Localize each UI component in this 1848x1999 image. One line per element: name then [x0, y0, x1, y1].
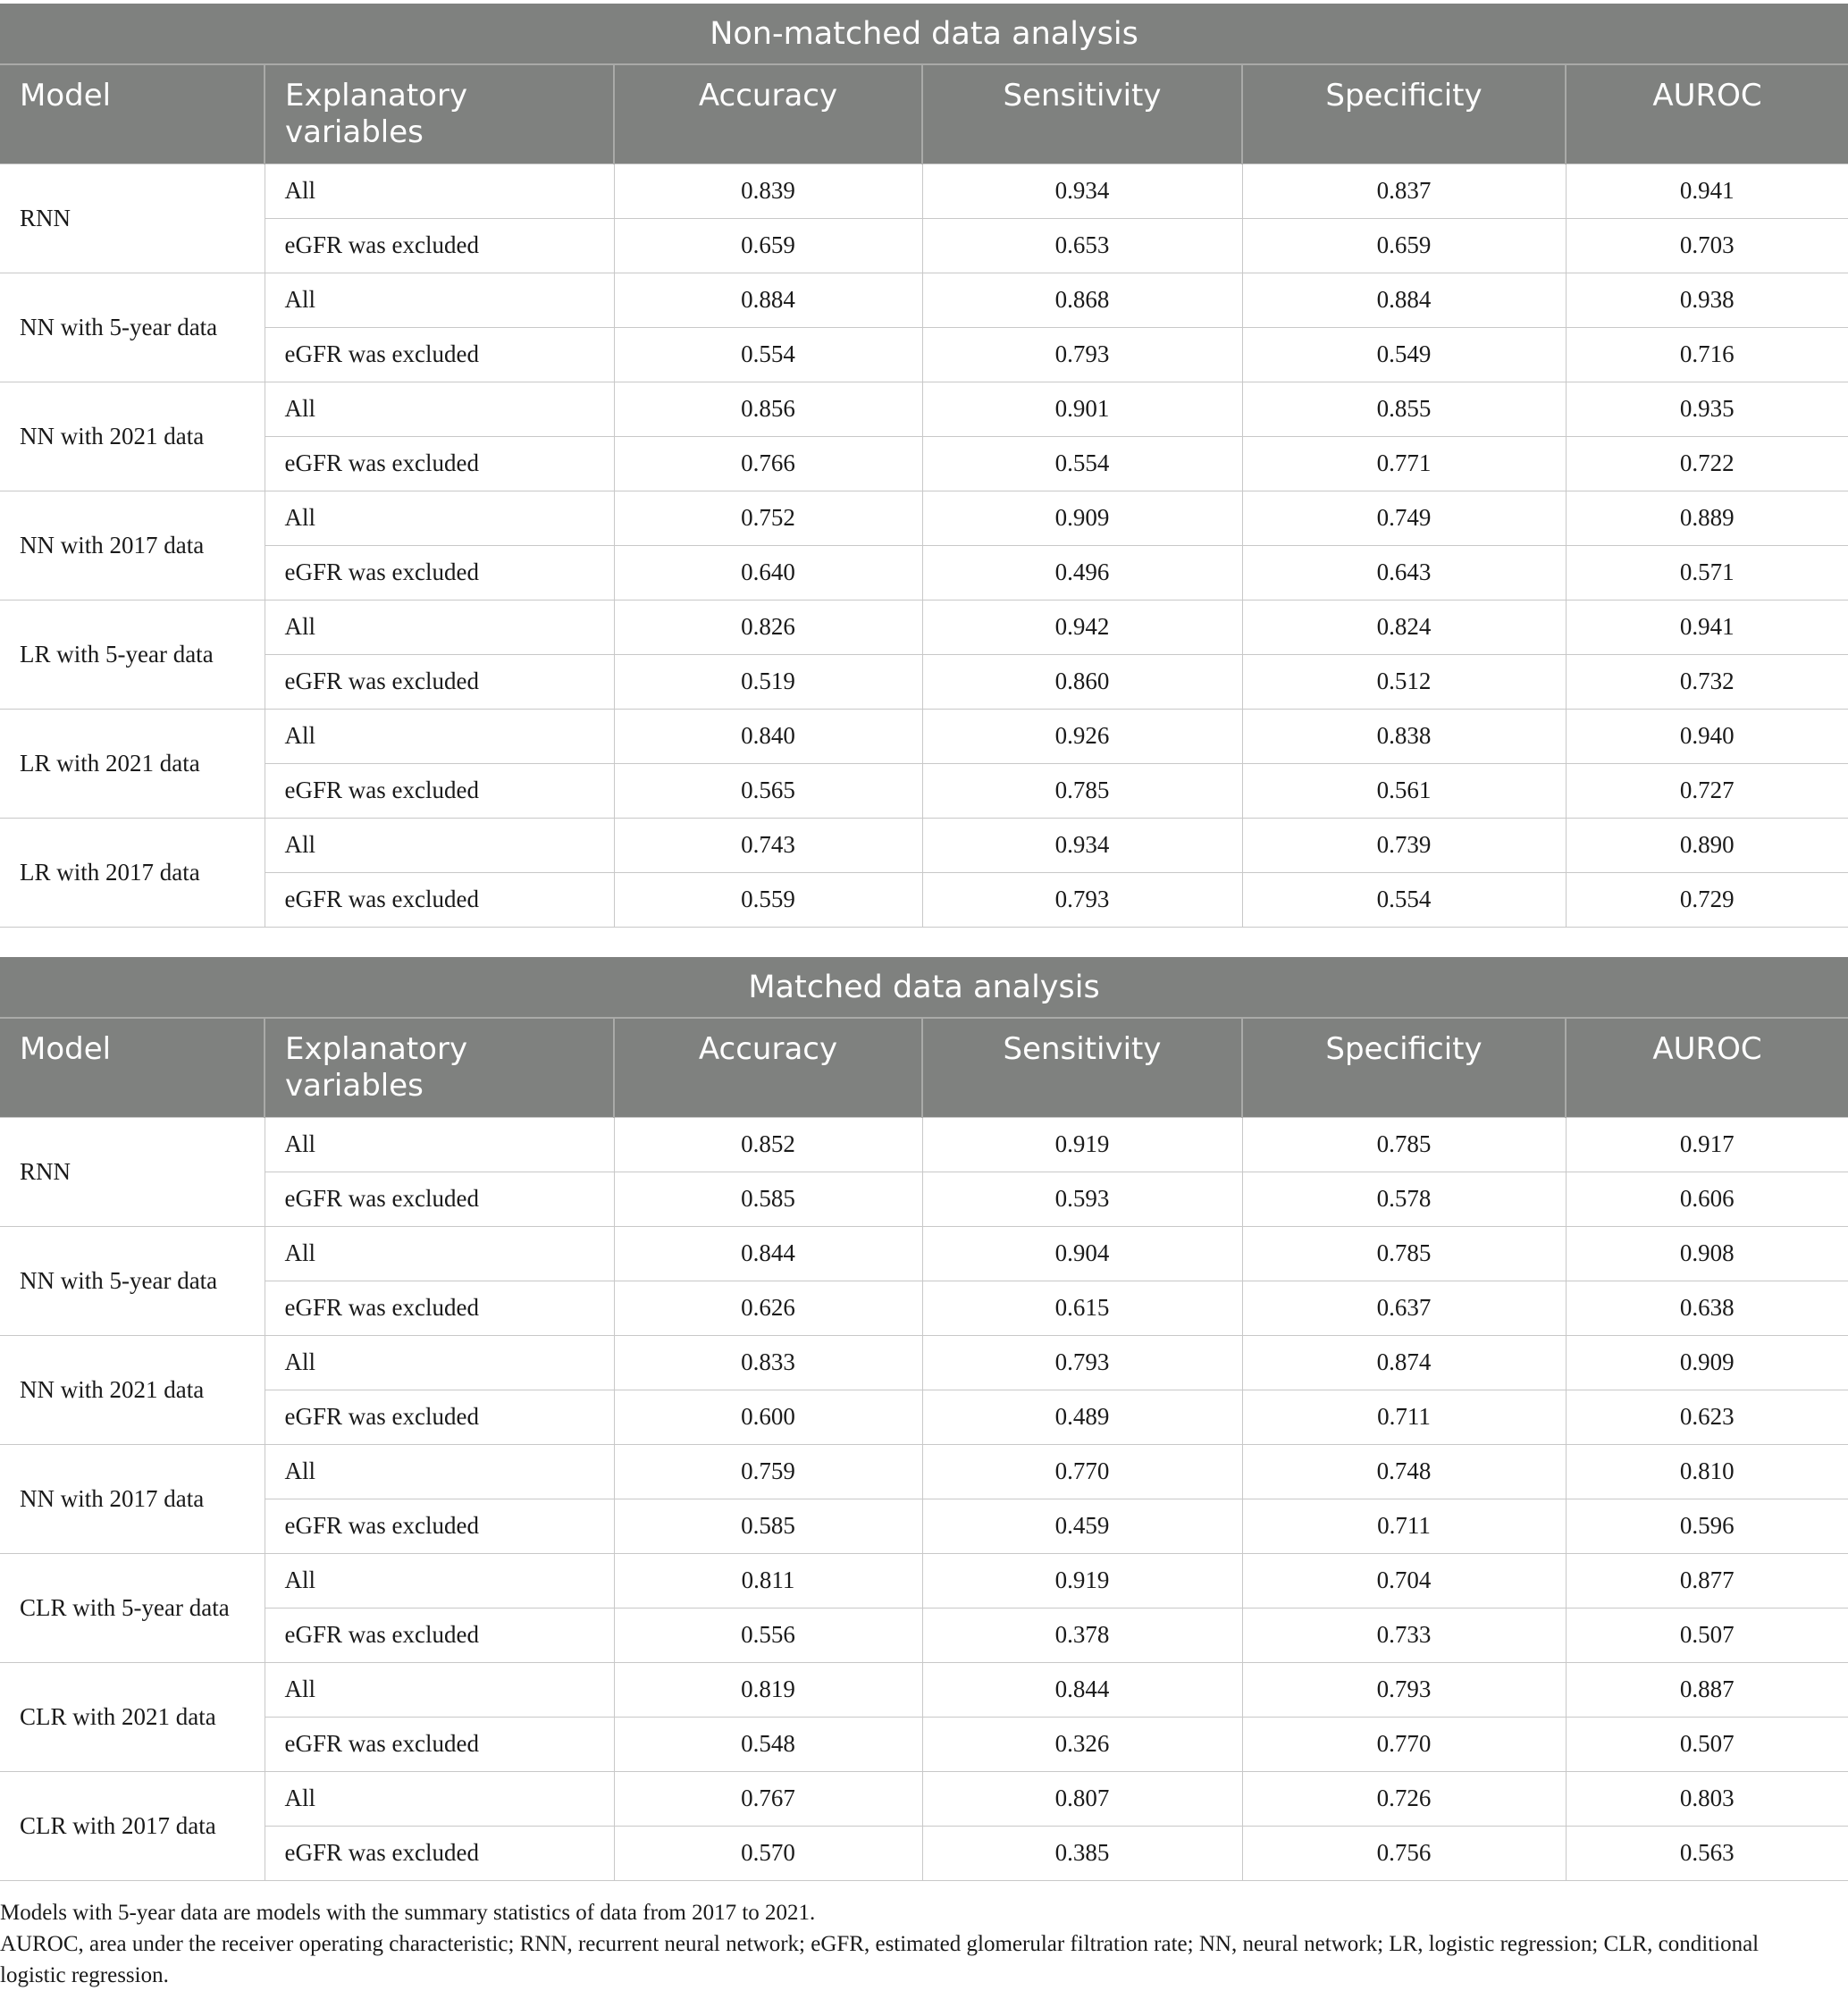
table-title: Matched data analysis — [0, 957, 1848, 1018]
specificity-cell: 0.711 — [1242, 1499, 1566, 1553]
sensitivity-cell: 0.615 — [922, 1281, 1242, 1335]
sensitivity-cell: 0.934 — [922, 164, 1242, 218]
model-cell: NN with 2017 data — [0, 1444, 265, 1553]
accuracy-cell: 0.759 — [614, 1444, 922, 1499]
explanatory-variables-cell: eGFR was excluded — [265, 327, 614, 382]
table-row — [0, 1335, 1848, 1390]
sensitivity-cell: 0.934 — [922, 818, 1242, 872]
auroc-cell: 0.941 — [1566, 164, 1848, 218]
explanatory-variables-cell: eGFR was excluded — [265, 1608, 614, 1662]
sensitivity-cell: 0.904 — [922, 1226, 1242, 1281]
auroc-cell: 0.727 — [1566, 763, 1848, 818]
specificity-cell: 0.756 — [1242, 1826, 1566, 1880]
model-cell: LR with 2017 data — [0, 818, 265, 927]
model-cell: CLR with 5-year data — [0, 1553, 265, 1662]
auroc-cell: 0.732 — [1566, 654, 1848, 709]
table-row — [0, 436, 1848, 491]
header-accuracy: Accuracy — [614, 1018, 922, 1117]
table-row — [0, 218, 1848, 273]
auroc-cell: 0.596 — [1566, 1499, 1848, 1553]
auroc-cell: 0.887 — [1566, 1662, 1848, 1717]
table-row — [0, 545, 1848, 600]
explanatory-variables-cell: All — [265, 1444, 614, 1499]
auroc-cell: 0.507 — [1566, 1608, 1848, 1662]
sensitivity-cell: 0.901 — [922, 382, 1242, 436]
explanatory-variables-cell: All — [265, 818, 614, 872]
accuracy-cell: 0.856 — [614, 382, 922, 436]
explanatory-variables-cell: All — [265, 600, 614, 654]
auroc-cell: 0.940 — [1566, 709, 1848, 763]
specificity-cell: 0.837 — [1242, 164, 1566, 218]
auroc-cell: 0.803 — [1566, 1771, 1848, 1826]
explanatory-variables-cell: eGFR was excluded — [265, 1826, 614, 1880]
specificity-cell: 0.733 — [1242, 1608, 1566, 1662]
table-row — [0, 1553, 1848, 1608]
auroc-cell: 0.623 — [1566, 1390, 1848, 1444]
sensitivity-cell: 0.496 — [922, 545, 1242, 600]
model-cell: NN with 2021 data — [0, 382, 265, 491]
header-sensitivity: Sensitivity — [922, 64, 1242, 164]
table-row — [0, 1390, 1848, 1444]
accuracy-cell: 0.852 — [614, 1117, 922, 1172]
auroc-cell: 0.703 — [1566, 218, 1848, 273]
explanatory-variables-cell: eGFR was excluded — [265, 218, 614, 273]
table-row — [0, 1771, 1848, 1826]
sensitivity-cell: 0.926 — [922, 709, 1242, 763]
accuracy-cell: 0.826 — [614, 600, 922, 654]
auroc-cell: 0.507 — [1566, 1717, 1848, 1771]
sensitivity-cell: 0.844 — [922, 1662, 1242, 1717]
specificity-cell: 0.711 — [1242, 1390, 1566, 1444]
auroc-cell: 0.941 — [1566, 600, 1848, 654]
sensitivity-cell: 0.868 — [922, 273, 1242, 327]
sensitivity-cell: 0.909 — [922, 491, 1242, 545]
specificity-cell: 0.739 — [1242, 818, 1566, 872]
footnote: AUROC, area under the receiver operating characteristic; RNN, recurrent neural network; eGFR, estimated glomerular filtration rate; NN, neural network; LR, logistic regression; CLR, conditional logistic regression. — [0, 1932, 1760, 1987]
header-explanatory-variables: Explanatory variables — [265, 64, 614, 164]
accuracy-cell: 0.766 — [614, 436, 922, 491]
auroc-cell: 0.606 — [1566, 1172, 1848, 1226]
header-auroc: AUROC — [1566, 1018, 1848, 1117]
explanatory-variables-cell: All — [265, 1553, 614, 1608]
table-row — [0, 491, 1848, 545]
accuracy-cell: 0.585 — [614, 1172, 922, 1226]
explanatory-variables-cell: All — [265, 273, 614, 327]
table-row — [0, 273, 1848, 327]
specificity-cell: 0.855 — [1242, 382, 1566, 436]
explanatory-variables-cell: All — [265, 1771, 614, 1826]
header-specificity: Specificity — [1242, 64, 1566, 164]
explanatory-variables-cell: eGFR was excluded — [265, 545, 614, 600]
header-auroc: AUROC — [1566, 64, 1848, 164]
table-row — [0, 1499, 1848, 1553]
model-cell: CLR with 2021 data — [0, 1662, 265, 1771]
sensitivity-cell: 0.489 — [922, 1390, 1242, 1444]
table-row — [0, 164, 1848, 218]
table-body — [0, 1117, 1848, 1880]
results-table-matched — [0, 957, 1848, 1881]
accuracy-cell: 0.840 — [614, 709, 922, 763]
explanatory-variables-cell: All — [265, 1335, 614, 1390]
model-cell: LR with 2021 data — [0, 709, 265, 818]
sensitivity-cell: 0.919 — [922, 1117, 1242, 1172]
model-cell: NN with 5-year data — [0, 1226, 265, 1335]
specificity-cell: 0.838 — [1242, 709, 1566, 763]
sensitivity-cell: 0.378 — [922, 1608, 1242, 1662]
explanatory-variables-cell: All — [265, 382, 614, 436]
header-explanatory-variables: Explanatory variables — [265, 1018, 614, 1117]
table-row — [0, 327, 1848, 382]
specificity-cell: 0.884 — [1242, 273, 1566, 327]
specificity-cell: 0.704 — [1242, 1553, 1566, 1608]
sensitivity-cell: 0.770 — [922, 1444, 1242, 1499]
specificity-cell: 0.549 — [1242, 327, 1566, 382]
table-title: Non-matched data analysis — [0, 4, 1848, 64]
specificity-cell: 0.637 — [1242, 1281, 1566, 1335]
specificity-cell: 0.643 — [1242, 545, 1566, 600]
auroc-cell: 0.638 — [1566, 1281, 1848, 1335]
table-footnotes — [0, 1897, 1823, 1991]
auroc-cell: 0.877 — [1566, 1553, 1848, 1608]
auroc-cell: 0.571 — [1566, 545, 1848, 600]
sensitivity-cell: 0.459 — [922, 1499, 1242, 1553]
accuracy-cell: 0.626 — [614, 1281, 922, 1335]
header-sensitivity: Sensitivity — [922, 1018, 1242, 1117]
specificity-cell: 0.770 — [1242, 1717, 1566, 1771]
sensitivity-cell: 0.942 — [922, 600, 1242, 654]
specificity-cell: 0.785 — [1242, 1226, 1566, 1281]
table-row — [0, 1226, 1848, 1281]
accuracy-cell: 0.844 — [614, 1226, 922, 1281]
accuracy-cell: 0.767 — [614, 1771, 922, 1826]
explanatory-variables-cell: eGFR was excluded — [265, 1281, 614, 1335]
header-accuracy: Accuracy — [614, 64, 922, 164]
auroc-cell: 0.909 — [1566, 1335, 1848, 1390]
table-row — [0, 709, 1848, 763]
explanatory-variables-cell: eGFR was excluded — [265, 872, 614, 927]
specificity-cell: 0.874 — [1242, 1335, 1566, 1390]
explanatory-variables-cell: eGFR was excluded — [265, 1717, 614, 1771]
accuracy-cell: 0.559 — [614, 872, 922, 927]
accuracy-cell: 0.833 — [614, 1335, 922, 1390]
table-row — [0, 1826, 1848, 1880]
specificity-cell: 0.659 — [1242, 218, 1566, 273]
specificity-cell: 0.748 — [1242, 1444, 1566, 1499]
sensitivity-cell: 0.793 — [922, 327, 1242, 382]
header-specificity: Specificity — [1242, 1018, 1566, 1117]
auroc-cell: 0.917 — [1566, 1117, 1848, 1172]
accuracy-cell: 0.811 — [614, 1553, 922, 1608]
table-row — [0, 382, 1848, 436]
table-row — [0, 654, 1848, 709]
accuracy-cell: 0.659 — [614, 218, 922, 273]
accuracy-cell: 0.585 — [614, 1499, 922, 1553]
auroc-cell: 0.935 — [1566, 382, 1848, 436]
sensitivity-cell: 0.593 — [922, 1172, 1242, 1226]
accuracy-cell: 0.752 — [614, 491, 922, 545]
accuracy-cell: 0.640 — [614, 545, 922, 600]
auroc-cell: 0.889 — [1566, 491, 1848, 545]
explanatory-variables-cell: All — [265, 709, 614, 763]
accuracy-cell: 0.570 — [614, 1826, 922, 1880]
header-model: Model — [0, 1018, 265, 1117]
table-body — [0, 164, 1848, 927]
auroc-cell: 0.729 — [1566, 872, 1848, 927]
results-table-non-matched — [0, 4, 1848, 928]
sensitivity-cell: 0.793 — [922, 872, 1242, 927]
explanatory-variables-cell: eGFR was excluded — [265, 1390, 614, 1444]
explanatory-variables-cell: All — [265, 491, 614, 545]
table-row — [0, 1281, 1848, 1335]
footnote: Models with 5-year data are models with the summary statistics of data from 2017 to 2021. — [0, 1901, 816, 1925]
accuracy-cell: 0.600 — [614, 1390, 922, 1444]
accuracy-cell: 0.839 — [614, 164, 922, 218]
accuracy-cell: 0.565 — [614, 763, 922, 818]
sensitivity-cell: 0.554 — [922, 436, 1242, 491]
table-row — [0, 1444, 1848, 1499]
table-row — [0, 1717, 1848, 1771]
table-row — [0, 818, 1848, 872]
sensitivity-cell: 0.919 — [922, 1553, 1242, 1608]
explanatory-variables-cell: eGFR was excluded — [265, 436, 614, 491]
sensitivity-cell: 0.385 — [922, 1826, 1242, 1880]
accuracy-cell: 0.819 — [614, 1662, 922, 1717]
table-row — [0, 1662, 1848, 1717]
model-cell: NN with 2017 data — [0, 491, 265, 600]
specificity-cell: 0.785 — [1242, 1117, 1566, 1172]
table-row — [0, 872, 1848, 927]
auroc-cell: 0.716 — [1566, 327, 1848, 382]
specificity-cell: 0.512 — [1242, 654, 1566, 709]
specificity-cell: 0.824 — [1242, 600, 1566, 654]
sensitivity-cell: 0.785 — [922, 763, 1242, 818]
specificity-cell: 0.793 — [1242, 1662, 1566, 1717]
sensitivity-cell: 0.860 — [922, 654, 1242, 709]
specificity-cell: 0.771 — [1242, 436, 1566, 491]
specificity-cell: 0.726 — [1242, 1771, 1566, 1826]
auroc-cell: 0.722 — [1566, 436, 1848, 491]
header-model: Model — [0, 64, 265, 164]
sensitivity-cell: 0.807 — [922, 1771, 1242, 1826]
table-row — [0, 1608, 1848, 1662]
table-row — [0, 763, 1848, 818]
explanatory-variables-cell: All — [265, 164, 614, 218]
model-cell: NN with 2021 data — [0, 1335, 265, 1444]
explanatory-variables-cell: All — [265, 1662, 614, 1717]
specificity-cell: 0.554 — [1242, 872, 1566, 927]
explanatory-variables-cell: eGFR was excluded — [265, 763, 614, 818]
accuracy-cell: 0.519 — [614, 654, 922, 709]
auroc-cell: 0.938 — [1566, 273, 1848, 327]
accuracy-cell: 0.743 — [614, 818, 922, 872]
accuracy-cell: 0.548 — [614, 1717, 922, 1771]
model-cell: CLR with 2017 data — [0, 1771, 265, 1880]
accuracy-cell: 0.554 — [614, 327, 922, 382]
table-row — [0, 600, 1848, 654]
auroc-cell: 0.563 — [1566, 1826, 1848, 1880]
sensitivity-cell: 0.653 — [922, 218, 1242, 273]
accuracy-cell: 0.556 — [614, 1608, 922, 1662]
model-cell: NN with 5-year data — [0, 273, 265, 382]
model-cell: LR with 5-year data — [0, 600, 265, 709]
auroc-cell: 0.908 — [1566, 1226, 1848, 1281]
specificity-cell: 0.561 — [1242, 763, 1566, 818]
auroc-cell: 0.890 — [1566, 818, 1848, 872]
model-cell: RNN — [0, 164, 265, 273]
auroc-cell: 0.810 — [1566, 1444, 1848, 1499]
sensitivity-cell: 0.793 — [922, 1335, 1242, 1390]
specificity-cell: 0.578 — [1242, 1172, 1566, 1226]
explanatory-variables-cell: eGFR was excluded — [265, 654, 614, 709]
table-row — [0, 1172, 1848, 1226]
explanatory-variables-cell: eGFR was excluded — [265, 1499, 614, 1553]
accuracy-cell: 0.884 — [614, 273, 922, 327]
explanatory-variables-cell: All — [265, 1226, 614, 1281]
model-cell: RNN — [0, 1117, 265, 1226]
explanatory-variables-cell: eGFR was excluded — [265, 1172, 614, 1226]
table-row — [0, 1117, 1848, 1172]
explanatory-variables-cell: All — [265, 1117, 614, 1172]
sensitivity-cell: 0.326 — [922, 1717, 1242, 1771]
specificity-cell: 0.749 — [1242, 491, 1566, 545]
